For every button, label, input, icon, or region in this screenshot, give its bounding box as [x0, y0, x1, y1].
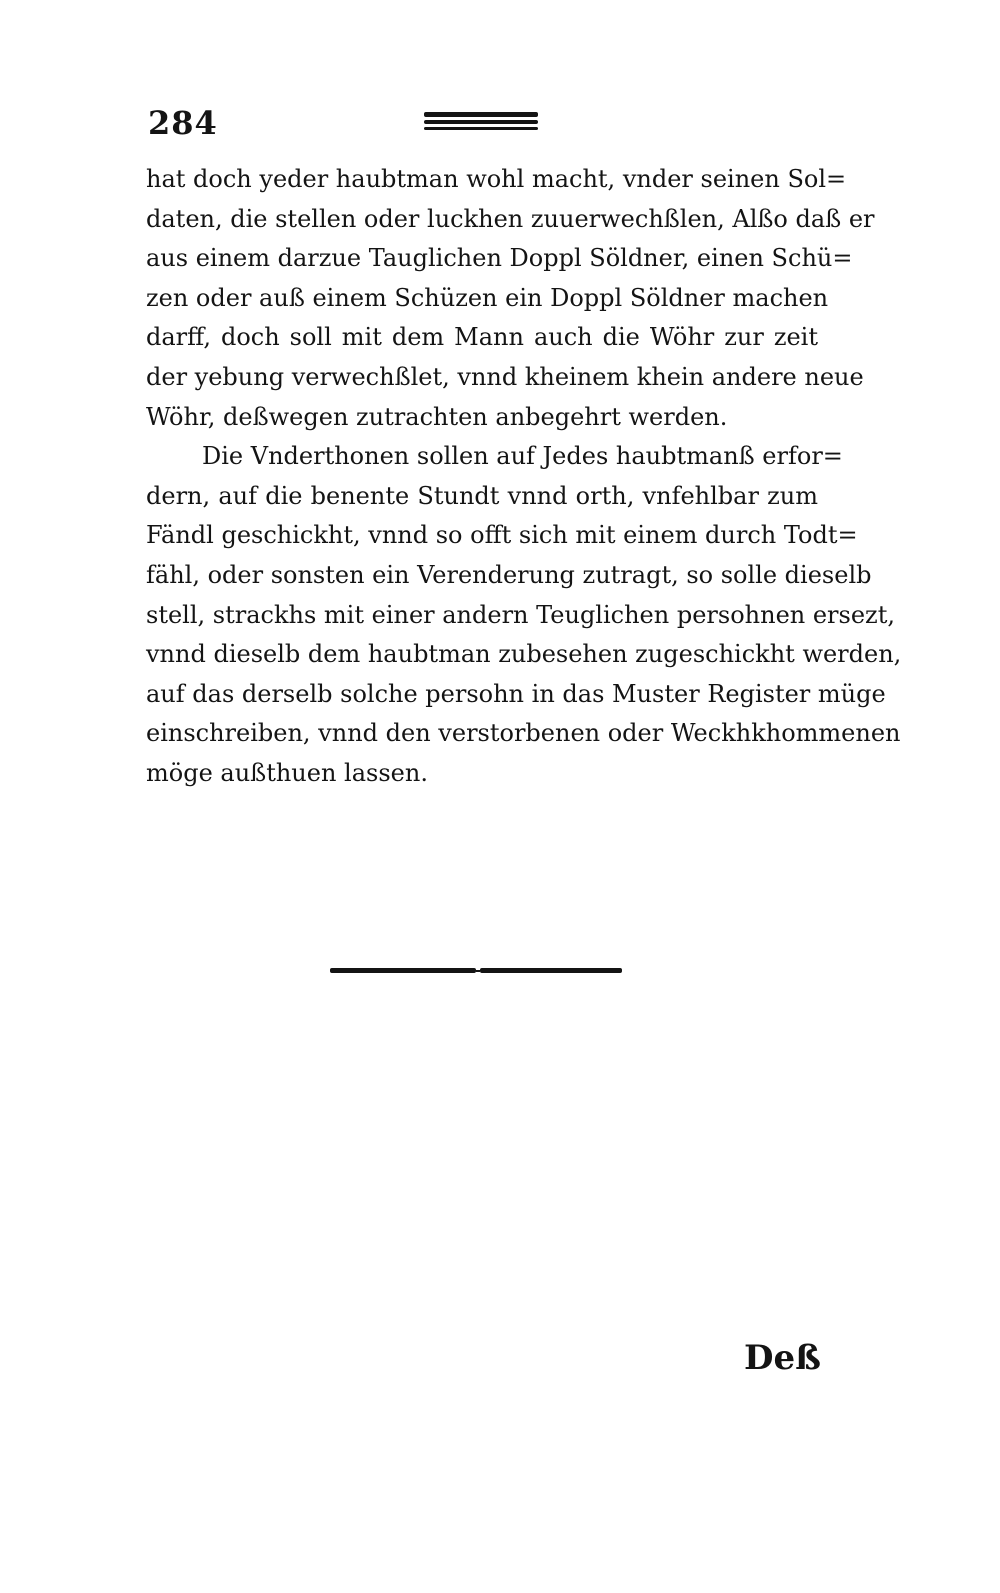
- section-rule-right: [480, 968, 622, 973]
- text-line: auf das derselb solche persohn in das Muster Register müge: [146, 679, 886, 708]
- text-line: aus einem darzue Tauglichen Doppl Söldner, einen Schü=: [146, 244, 853, 273]
- text-line: Wöhr, deßwegen zutrachten anbegehrt werden.: [146, 402, 728, 431]
- text-line: stell, strackhs mit einer andern Teuglichen persohnen ersezt,: [146, 600, 895, 629]
- body-text: [146, 160, 902, 794]
- text-line: Fändl geschickht, vnnd so offt sich mit einem durch Todt=: [146, 521, 858, 550]
- text-line: einschreiben, vnnd den verstorbenen oder Weckhkhommenen: [146, 719, 901, 748]
- text-line: darff, doch soll mit dem Mann auch die Wöhr zur zeit: [146, 323, 818, 352]
- text-line: fähl, oder sonsten ein Verenderung zutragt, so solle dieselb: [146, 560, 872, 589]
- page-number: 284: [148, 104, 218, 142]
- text-line: daten, die stellen oder luckhen zuuerwechßlen, Alßo daß er: [146, 204, 875, 233]
- header-rule-bar-bottom: [424, 127, 538, 130]
- text-line: zen oder auß einem Schüzen ein Doppl Söldner machen: [146, 283, 829, 312]
- header-rule-bar-top: [424, 112, 538, 117]
- text-line: möge außthuen lassen.: [146, 758, 428, 787]
- text-line: dern, auf die benente Stundt vnnd orth, vnfehlbar zum: [146, 481, 818, 510]
- text-line: Die Vnderthonen sollen auf Jedes haubtmanß erfor=: [202, 442, 843, 471]
- section-end-rule: [330, 968, 622, 976]
- text-line: der yebung verwechßlet, vnnd kheinem khein andere neue: [146, 362, 864, 391]
- text-line: vnnd dieselb dem haubtman zubesehen zugeschickht werden,: [146, 640, 902, 669]
- catchword: Deß: [744, 1338, 821, 1378]
- text-line: hat doch yeder haubtman wohl macht, vnder seinen Sol=: [146, 165, 847, 193]
- header-rule-bar-middle: [424, 120, 538, 124]
- header-ornamental-rule: [424, 112, 538, 132]
- section-rule-left: [330, 968, 476, 973]
